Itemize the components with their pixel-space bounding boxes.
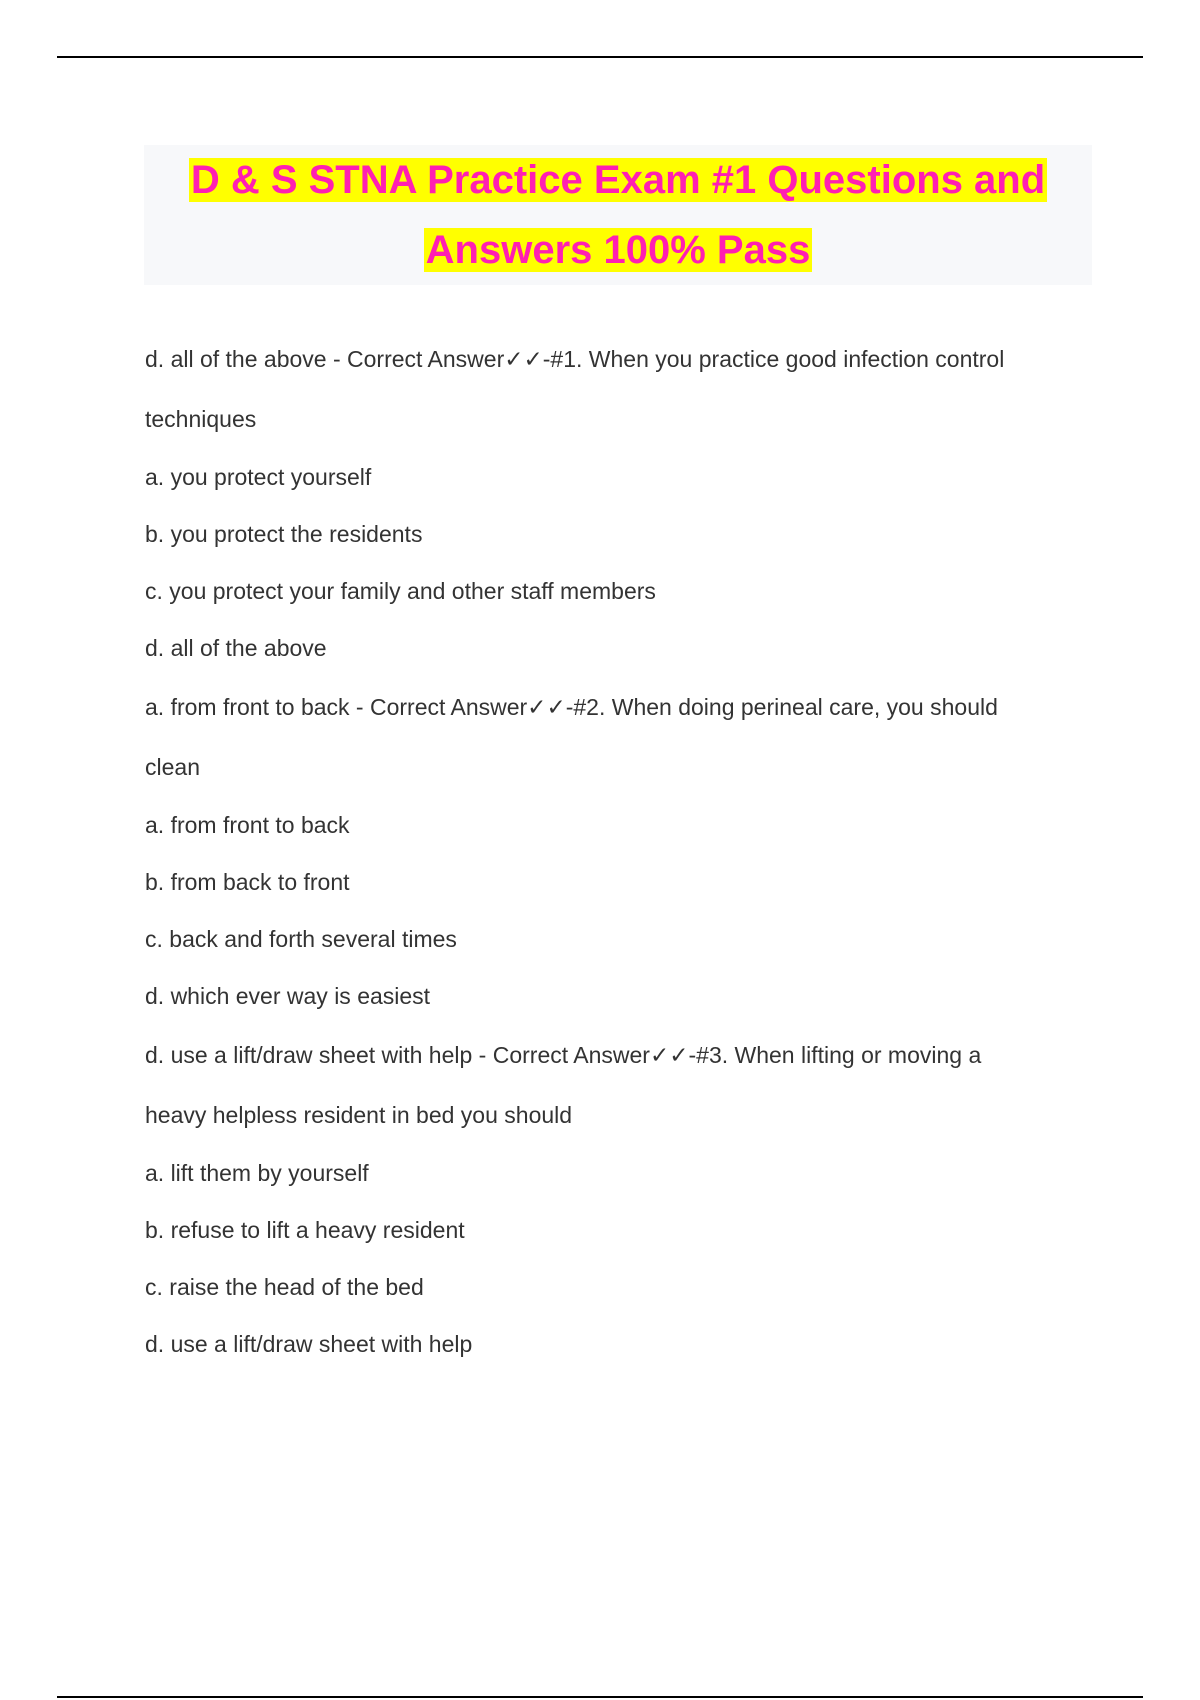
question-continuation: clean [145, 754, 200, 780]
option-line: a. you protect yourself [145, 464, 372, 490]
title-line-1 [144, 145, 1092, 215]
title-text-2: Answers 100% Pass [425, 228, 811, 272]
document-body [145, 329, 1105, 1373]
header-rule [57, 56, 1143, 58]
option-line: d. use a lift/draw sheet with help [145, 1331, 473, 1357]
title-text-1: D & S STNA Practice Exam #1 Questions and [190, 158, 1046, 202]
answer-line: d. use a lift/draw sheet with help - Correct Answer✓✓-#3. When lifting or moving a [145, 1042, 982, 1068]
answer-line: d. all of the above - Correct Answer✓✓-#1. When you practice good infection control [145, 346, 1005, 372]
option-line: d. all of the above [145, 635, 327, 661]
answer-line: a. from front to back - Correct Answer✓✓-#2. When doing perineal care, you should [145, 694, 998, 720]
option-line: a. from front to back [145, 812, 350, 838]
title-line-2 [144, 215, 1092, 285]
question-continuation: techniques [145, 406, 257, 432]
option-line: d. which ever way is easiest [145, 983, 431, 1009]
title-box [144, 145, 1092, 285]
option-line: b. you protect the residents [145, 521, 423, 547]
option-line: c. you protect your family and other staff members [145, 578, 656, 604]
option-line: a. lift them by yourself [145, 1160, 369, 1186]
footer-rule [57, 1696, 1143, 1698]
option-line: c. raise the head of the bed [145, 1274, 424, 1300]
option-line: b. from back to front [145, 869, 350, 895]
question-continuation: heavy helpless resident in bed you should [145, 1102, 573, 1128]
option-line: c. back and forth several times [145, 926, 457, 952]
option-line: b. refuse to lift a heavy resident [145, 1217, 465, 1243]
